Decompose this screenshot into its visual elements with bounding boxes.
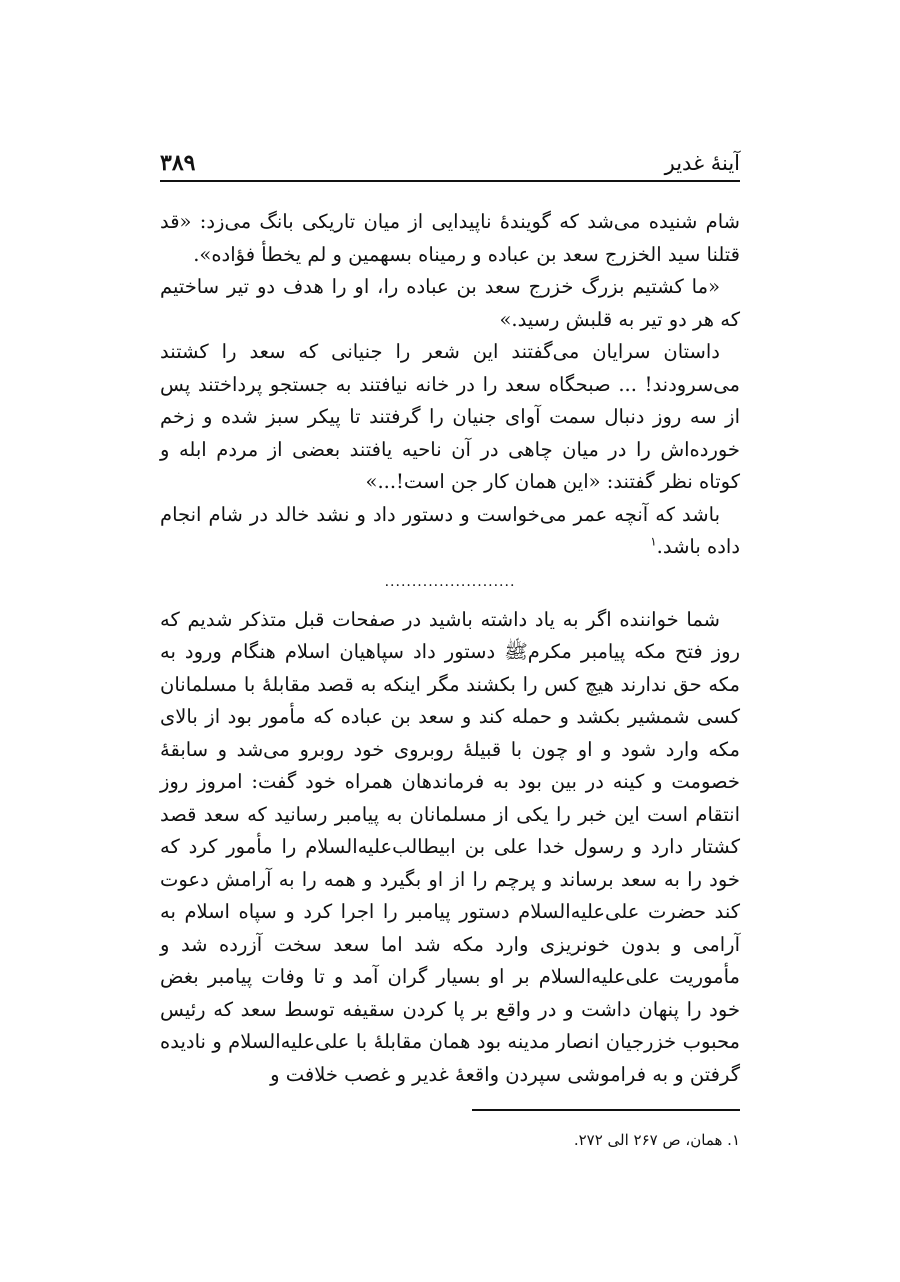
- section-separator: ........................: [384, 573, 516, 590]
- page-number: ۳۸۹: [160, 150, 196, 176]
- book-title: آینهٔ غدیر: [664, 151, 740, 175]
- footnote: ۱. همان، ص ۲۶۷ الی ۲۷۲.: [573, 1131, 740, 1149]
- footnote-reference[interactable]: ۱: [650, 534, 657, 549]
- paragraph-1: شام شنیده می‌شد که گویندهٔ ناپیدایی از میان تاریکی بانگ می‌زد: «قد قتلنا سید الخزرج سعد بن عباده و رمیناه بسهمین و لم یخطأ فؤاده».: [160, 210, 740, 266]
- paragraph-4-text: باشد که آنچه عمر می‌خواست و دستور داد و نشد خالد در شام انجام داده باشد.: [160, 502, 740, 558]
- running-header: [160, 146, 740, 182]
- paragraph-3: داستان سرایان می‌گفتند این شعر را جنیانی که سعد را کشتند می‌سرودند! ... صبحگاه سعد را در خانه نیافتند به جستجو پرداختند پس از سه روز دنبال سمت آوای جنیان را گرفتند تا پیکر سبز شده و زخم خورده‌اش را در میان چاهی در آن ناحیه یافتند بعضی از مردم ابله و کوتاه نظر گفتند: «این همان کار جن است!...»: [160, 340, 740, 493]
- paragraph-2: «ما کشتیم بزرگ خزرج سعد بن عباده را، او را هدف دو تیر ساختیم که هر دو تیر به قلبش رسید.»: [160, 275, 740, 331]
- body-text: [160, 206, 740, 1091]
- footnote-divider: [472, 1109, 740, 1111]
- paragraph-5: شما خواننده اگر به یاد داشته باشید در صفحات قبل متذکر شدیم که روز فتح مکه پیامبر مکرم‌ﷺ دستور داد سپاهیان اسلام هنگام ورود به مکه حق ندارند هیچ کس را بکشند مگر اینکه به قصد مقابلهٔ با مسلمانان کسی شمشیر بکشد و حمله کند و سعد بن عباده که مأمور بود از بالای مکه وارد شود و او چون با قبیلهٔ روبروی خود روبرو می‌شد و سابقهٔ خصومت و کینه در بین بود به فرماندهان همراه خود گفت: امروز روز انتقام است این خبر را یکی از مسلمانان به پیامبر رسانید که سعد قصد کشتار دارد و رسول خدا علی بن ابیطالب‌علیه‌السلام را مأمور کرد که خود را به سعد برساند و پرچم را از او بگیرد و همه را به آرامش دعوت کند حضرت علی‌علیه‌السلام دستور پیامبر را اجرا کرد و سپاه اسلام به آرامی و بدون خونریزی وارد مکه شد اما سعد سخت آزرده شد و مأموریت علی‌علیه‌السلام بر او بسیار گران آمد و تا وفات پیامبر بغض خود را پنهان داشت و در واقع بر پا کردن سقیفه توسط سعد که رئیس محبوب خزرجیان انصار مدینه بود همان مقابلهٔ با علی‌علیه‌السلام و نادیده گرفتن و به فراموشی سپردن واقعهٔ غدیر و غصب خلافت و: [160, 607, 740, 1086]
- paragraph-4: [160, 499, 740, 564]
